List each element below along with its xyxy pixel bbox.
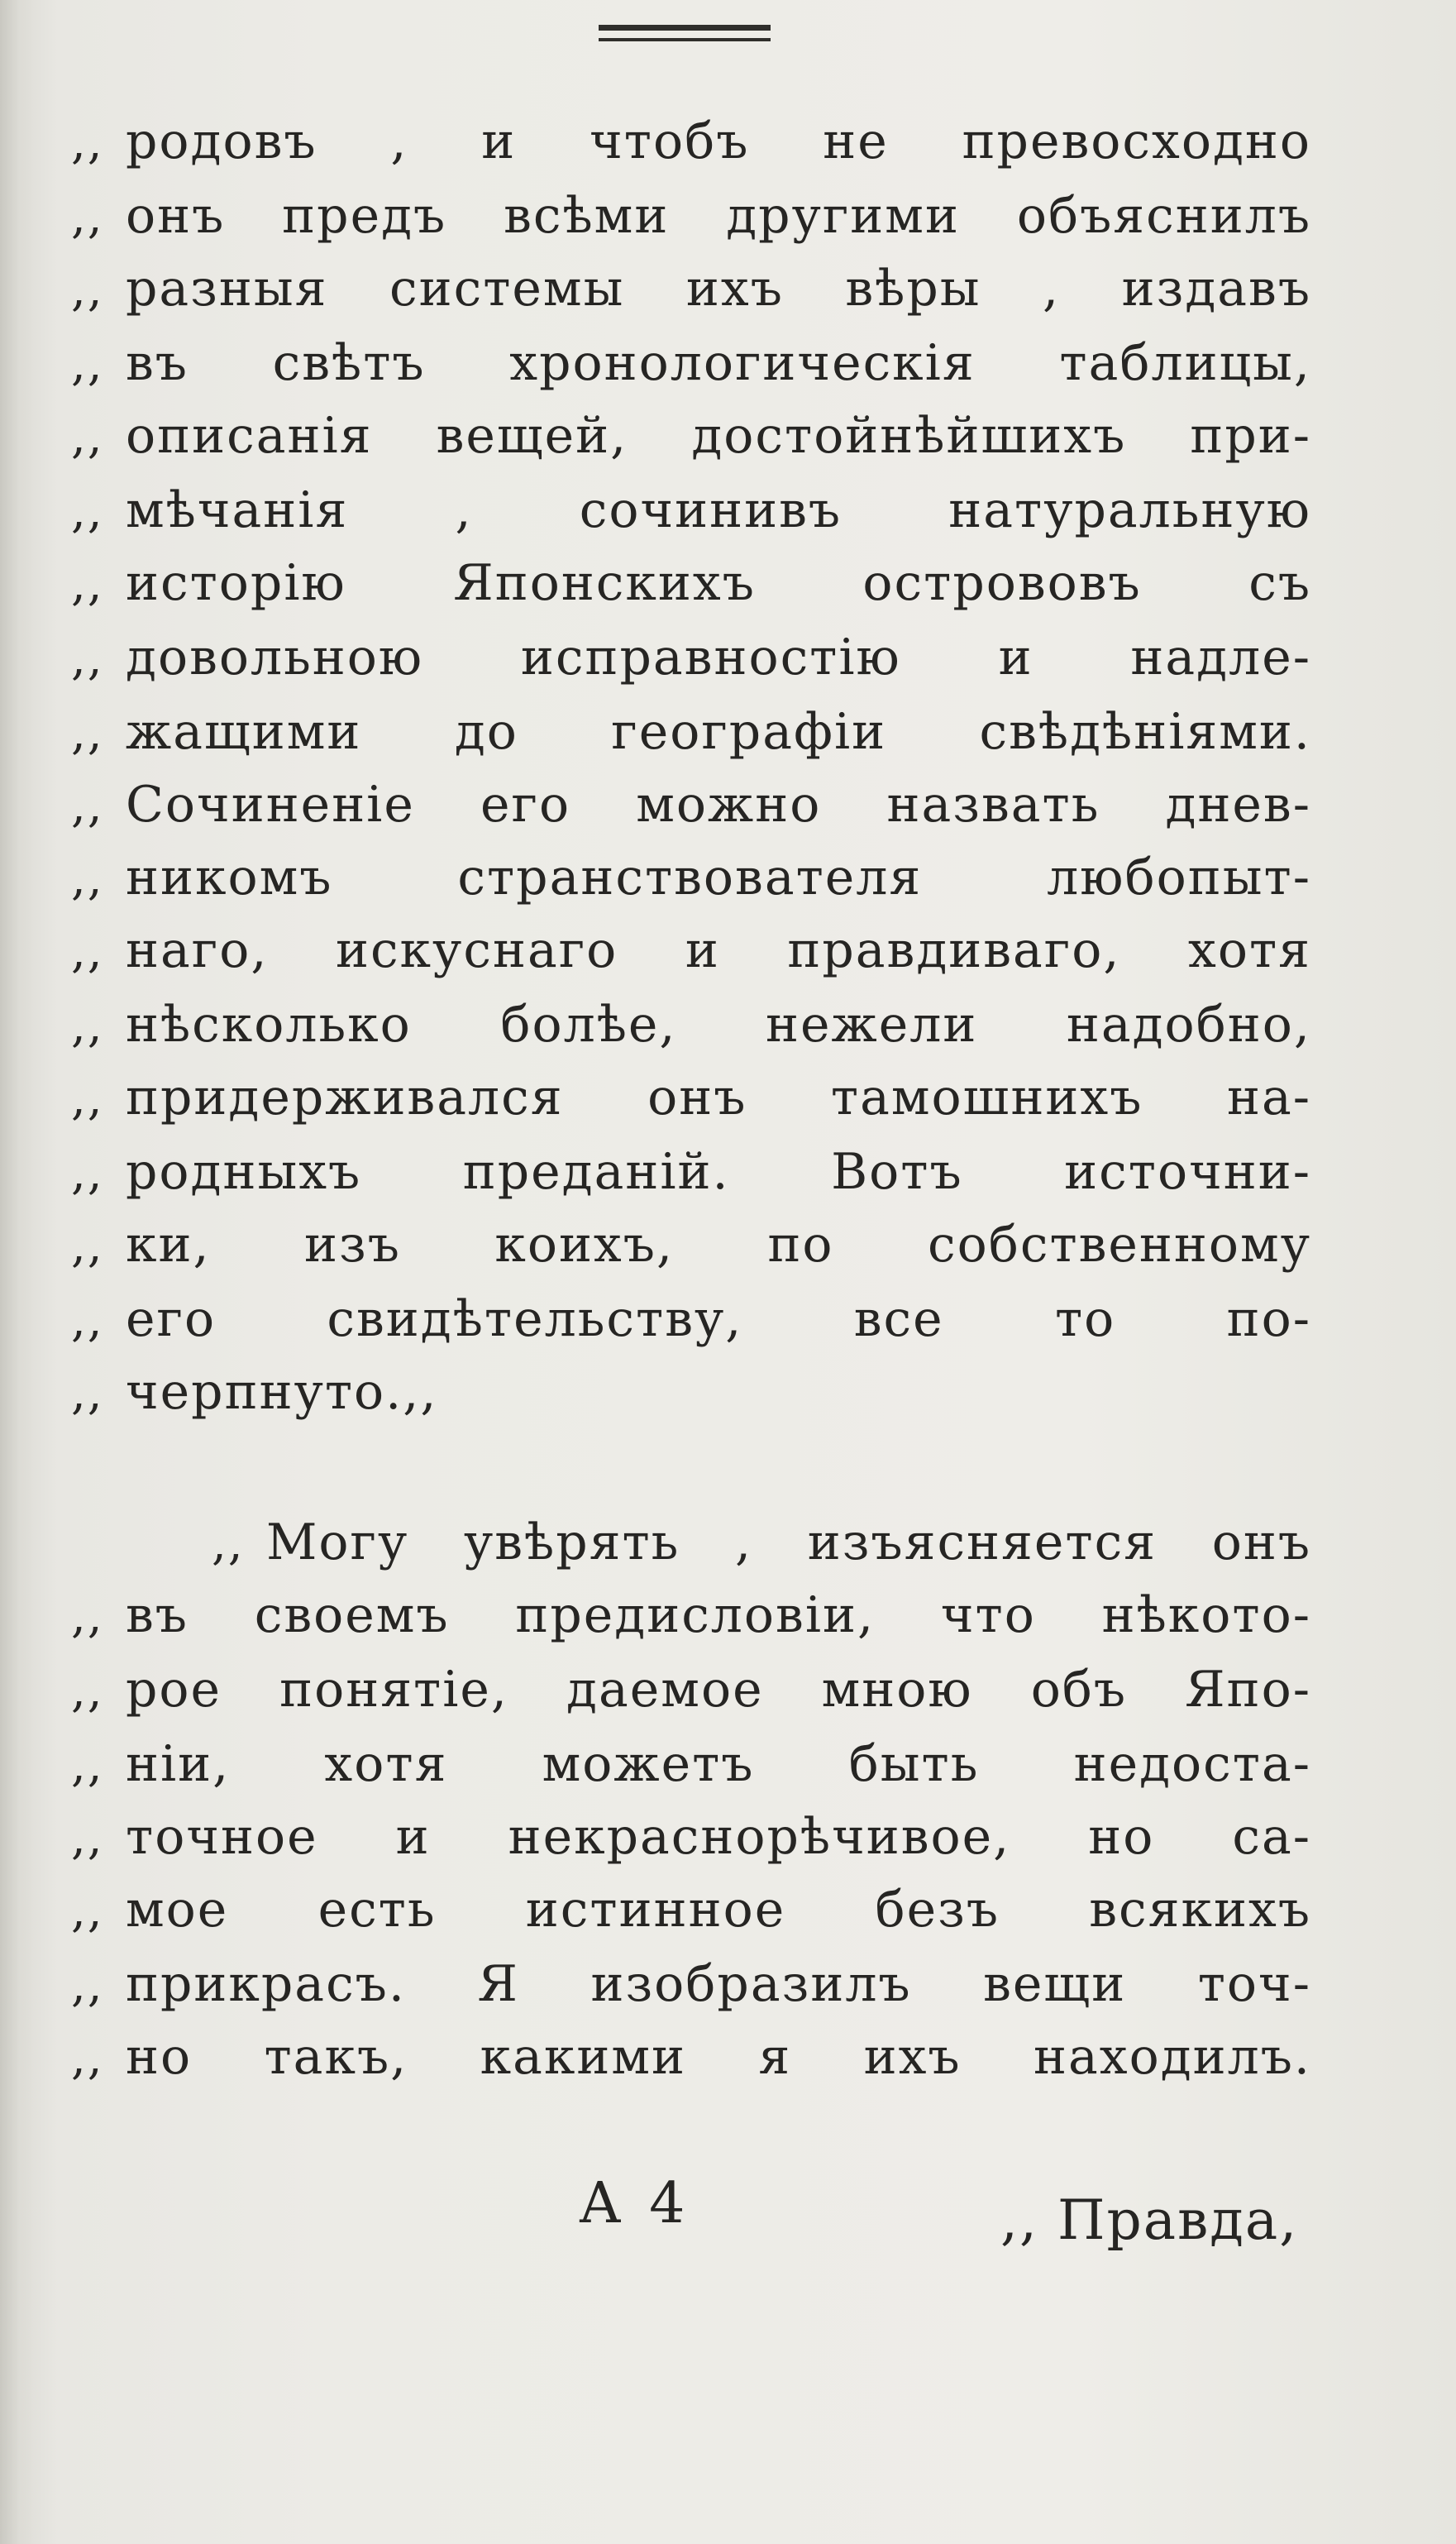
line-text: довольною исправностію и надле- <box>126 629 1311 686</box>
text-line <box>71 551 1311 615</box>
text-line <box>71 772 1311 837</box>
text-line <box>71 1732 1311 1796</box>
line-text: мое есть истинное безъ всякихъ <box>126 1881 1311 1939</box>
line-quote-mark: ,, <box>71 1811 104 1865</box>
line-text: Сочиненіе его можно назвать днев- <box>126 776 1311 834</box>
line-text: описанія вещей, достойнѣйшихъ при- <box>126 407 1311 465</box>
text-line <box>71 1140 1311 1204</box>
line-quote-mark: ,, <box>71 1072 104 1126</box>
text-line <box>71 1877 1311 1942</box>
line-text: точное и некраснорѣчивое, но са- <box>126 1808 1311 1866</box>
line-text: но такъ, какими я ихъ находилъ. <box>126 2028 1311 2086</box>
line-text: никомъ странствователя любопыт- <box>126 849 1311 906</box>
text-line <box>71 1360 1311 1424</box>
line-quote-mark: ,, <box>212 1517 245 1571</box>
line-quote-mark: ,, <box>71 1294 104 1347</box>
line-text: его свидѣтельству, все то по- <box>126 1290 1311 1348</box>
line-quote-mark: ,, <box>71 190 104 244</box>
line-text: ніи, хотя можетъ быть недоста- <box>126 1735 1311 1793</box>
line-text: исторію Японскихъ острововъ съ <box>126 554 1311 612</box>
line-quote-mark: ,, <box>71 852 104 906</box>
line-quote-mark: ,, <box>71 116 104 170</box>
text-line <box>71 992 1311 1057</box>
line-quote-mark: ,, <box>71 1146 104 1200</box>
line-text: черпнуто.,, <box>126 1363 438 1421</box>
text-line <box>71 1583 1311 1647</box>
line-text: рое понятіе, даемое мною объ Япо- <box>126 1661 1311 1719</box>
line-quote-mark: ,, <box>71 337 104 391</box>
line-quote-mark: ,, <box>71 1738 104 1792</box>
line-quote-mark: ,, <box>71 1958 104 2012</box>
text-line <box>71 845 1311 910</box>
text-line <box>71 1212 1311 1277</box>
text-line <box>71 1287 1311 1351</box>
text-line <box>71 1657 1311 1722</box>
line-text: мѣчанія , сочинивъ натуральную <box>126 481 1311 539</box>
line-quote-mark: ,, <box>71 1884 104 1938</box>
line-text: придерживался онъ тамошнихъ на- <box>126 1069 1311 1126</box>
line-text: прикрасъ. Я изобразилъ вещи точ- <box>126 1955 1311 2013</box>
line-text: ки, изъ коихъ, по собственному <box>126 1216 1311 1274</box>
text-line <box>71 625 1311 690</box>
line-quote-mark: ,, <box>71 2031 104 2085</box>
line-quote-mark: ,, <box>71 263 104 317</box>
line-quote-mark: ,, <box>71 999 104 1053</box>
text-line <box>71 2025 1311 2089</box>
text-line <box>71 1805 1311 1869</box>
text-line <box>71 478 1311 543</box>
line-quote-mark: ,, <box>71 1590 104 1643</box>
line-text: наго, искуснаго и правдиваго, хотя <box>126 921 1311 979</box>
line-text: Могу увѣрять , изъясняется онъ <box>266 1513 1311 1571</box>
line-quote-mark: ,, <box>71 485 104 538</box>
line-text: родныхъ преданій. Вотъ источни- <box>126 1143 1311 1201</box>
header-rule-thin <box>599 38 771 41</box>
line-quote-mark: ,, <box>71 557 104 611</box>
page-gutter-shadow <box>0 0 33 2544</box>
line-text: нѣсколько болѣе, нежели надобно, <box>126 996 1311 1054</box>
line-quote-mark: ,, <box>71 925 104 978</box>
line-text: разныя системы ихъ вѣры , издавъ <box>126 260 1311 318</box>
line-text: жащими до географіи свѣдѣніями. <box>126 703 1311 761</box>
text-line <box>71 404 1311 468</box>
line-text: въ своемъ предисловіи, что нѣкото- <box>126 1586 1311 1644</box>
text-line <box>71 700 1311 764</box>
text-line <box>71 918 1311 983</box>
text-line <box>71 184 1311 248</box>
line-quote-mark: ,, <box>71 779 104 833</box>
text-line <box>212 1510 1311 1575</box>
text-line <box>71 1065 1311 1130</box>
line-quote-mark: ,, <box>71 410 104 464</box>
text-line <box>71 331 1311 395</box>
line-text: родовъ , и чтобъ не превосходно <box>126 112 1311 170</box>
catchword: ,, Правда, <box>1000 2188 1299 2252</box>
line-text: онъ предъ всѣми другими объяснилъ <box>126 187 1311 245</box>
signature-mark: А 4 <box>579 2171 690 2236</box>
text-line <box>71 256 1311 321</box>
line-quote-mark: ,, <box>71 1664 104 1718</box>
header-rule-thick <box>599 25 771 31</box>
text-line <box>71 109 1311 174</box>
text-line <box>71 1952 1311 2016</box>
line-quote-mark: ,, <box>71 632 104 686</box>
line-quote-mark: ,, <box>71 1219 104 1273</box>
line-quote-mark: ,, <box>71 706 104 760</box>
line-text: въ свѣтъ хронологическія таблицы, <box>126 334 1311 392</box>
line-quote-mark: ,, <box>71 1366 104 1420</box>
